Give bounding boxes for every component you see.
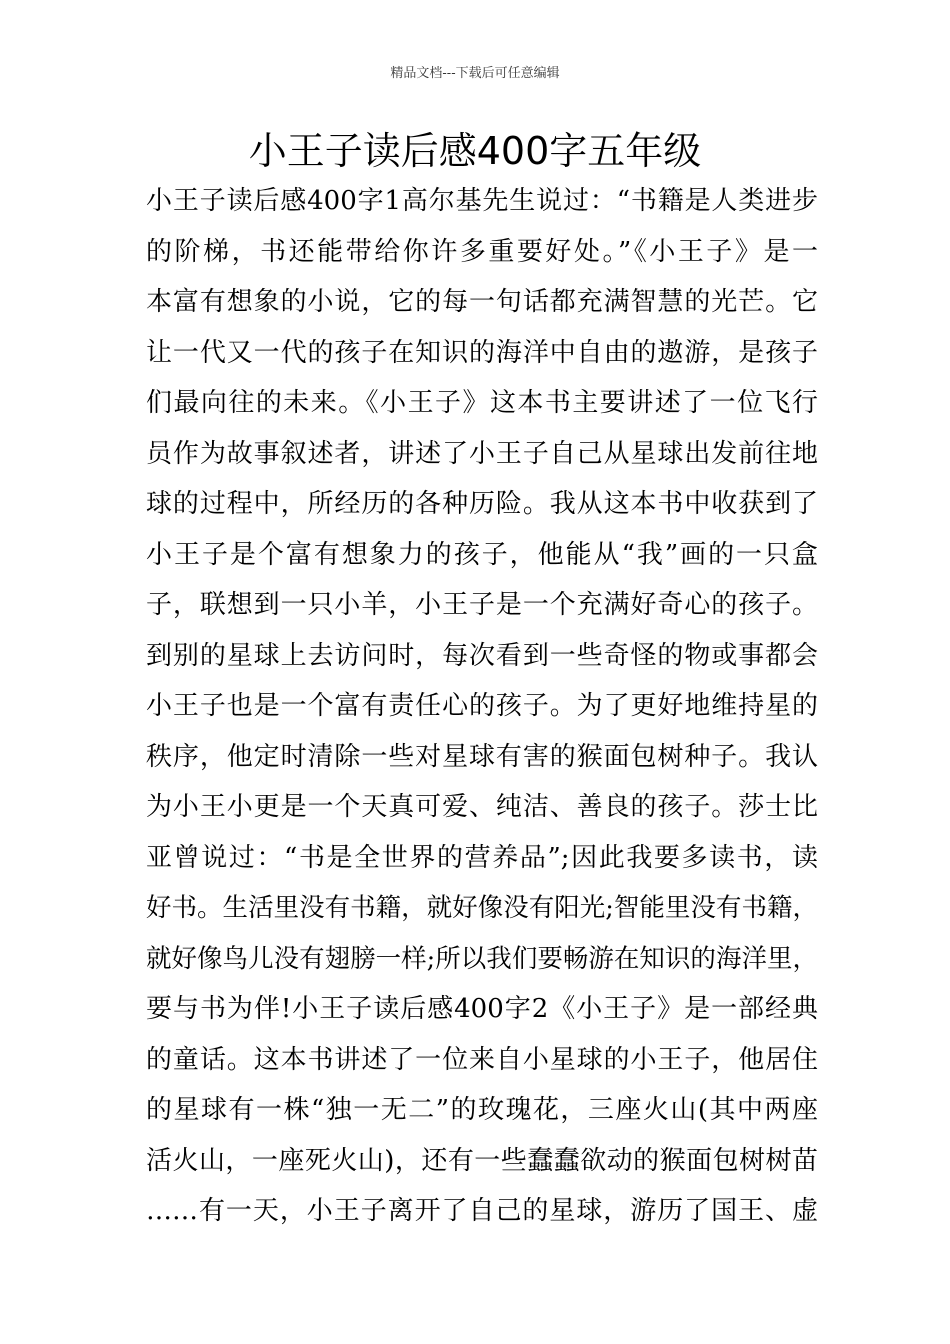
body-line: 们最向往的未来。《小王子》这本书主要讲述了一位飞行 (146, 388, 818, 418)
document-body (146, 176, 818, 1237)
body-line: 亚曾说过：“书是全世界的营养品”;因此我要多读书，读 (146, 842, 818, 873)
body-line: ……有一天，小王子离开了自己的星球，游历了国王、虚 (146, 1196, 818, 1226)
body-line: 的童话。这本书讲述了一位来自小星球的小王子，他居住 (146, 1044, 818, 1075)
document-title: 小王子读后感400字五年级 (248, 129, 702, 173)
body-line: 员作为故事叙述者，讲述了小王子自己从星球出发前往地 (146, 438, 818, 469)
body-line: 要与书为伴!小王子读后感400字2《小王子》是一部经典 (146, 994, 818, 1024)
body-line: 小王子也是一个富有责任心的孩子。为了更好地维持星的 (146, 691, 818, 721)
body-line: 子，联想到一只小羊，小王子是一个充满好奇心的孩子。 (146, 590, 818, 620)
body-line: 球的过程中，所经历的各种历险。我从这本书中收获到了 (146, 489, 818, 519)
body-line: 小王子读后感400字1高尔基先生说过：“书籍是人类进步 (146, 186, 818, 216)
body-line: 好书。生活里没有书籍，就好像没有阳光;智能里没有书籍， (146, 893, 818, 923)
body-line: 的阶梯，书还能带给你许多重要好处。”《小王子》是一 (146, 236, 818, 267)
body-line: 让一代又一代的孩子在知识的海洋中自由的遨游，是孩子 (146, 337, 818, 368)
body-line: 小王子是个富有想象力的孩子，他能从“我”画的一只盒 (146, 539, 818, 570)
header-note: 精品文档---下载后可任意编辑 (390, 66, 560, 81)
body-line: 秩序，他定时清除一些对星球有害的猴面包树种子。我认 (146, 741, 818, 772)
body-line: 为小王小更是一个天真可爱、纯洁、善良的孩子。莎士比 (146, 792, 818, 822)
body-line: 的星球有一株“独一无二”的玫瑰花，三座火山(其中两座 (146, 1095, 818, 1125)
body-line: 活火山，一座死火山)，还有一些蠢蠢欲动的猴面包树树苗 (146, 1145, 818, 1176)
body-line: 本富有想象的小说，它的每一句话都充满智慧的光芒。它 (146, 287, 818, 317)
body-line: 就好像鸟儿没有翅膀一样;所以我们要畅游在知识的海洋里， (146, 943, 818, 974)
body-line: 到别的星球上去访问时，每次看到一些奇怪的物或事都会 (146, 640, 818, 671)
